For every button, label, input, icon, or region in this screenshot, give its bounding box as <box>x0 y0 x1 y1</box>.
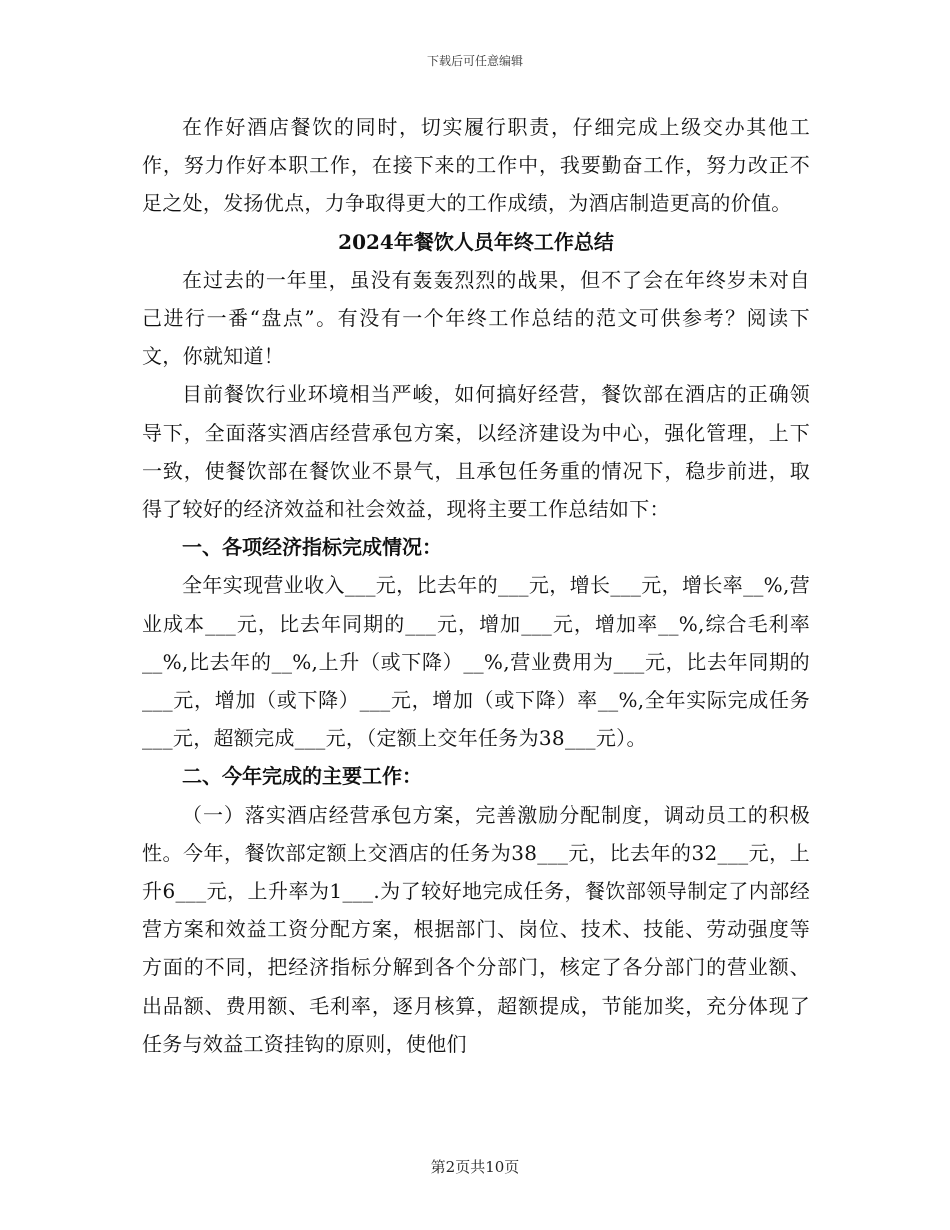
paragraph-closing: 在作好酒店餐饮的同时，切实履行职责，仔细完成上级交办其他工作，努力作好本职工作，在接下来的工作中，我要勤奋工作，努力改正不足之处，发扬优点，力争取得更大的工作成绩，为酒店制造更高的价值。 <box>142 115 810 216</box>
document-title: 2024年餐饮人员年终工作总结 <box>338 229 614 254</box>
paragraph-indicators: 全年实现营业收入___元，比去年的___元，增长___元，增长率__%,营业成本___元，比去年同期的___元，增加___元，增加率__%,综合毛利率__%,比去年的__%,上升（或下降）__%,营业费用为___元，比去年同期的___元，增加（或下降）___元，增加（或下降）率__%,全年实际完成任务___元，超额完成___元，（定额上交年任务为38___元）。 <box>142 573 810 751</box>
page-number: 第2页共10页 <box>430 1158 520 1176</box>
paragraph-main-work: （一）落实酒店经营承包方案，完善激励分配制度，调动员工的积极性。今年，餐饮部定额上交酒店的任务为38___元，比去年的32___元，上升6___元，上升率为1___.为了较好地完成任务，餐饮部领导制定了内部经营方案和效益工资分配方案，根据部门、岗位、技术、技能、劳动强度等方面的不同，把经济指标分解到各个分部门，核定了各分部门的营业额、出品额、费用额、毛利率，逐月核算，超额提成，节能加奖，充分体现了任务与效益工资挂钩的原则，使他们 <box>142 802 810 1056</box>
paragraph-intro: 在过去的一年里，虽没有轰轰烈烈的战果，但不了会在年终岁未对自己进行一番“盘点”。有没有一个年终工作总结的范文可供参考？阅读下文，你就知道！ <box>142 267 810 369</box>
paragraph-overview: 目前餐饮行业环境相当严峻，如何搞好经营，餐饮部在酒店的正确领导下，全面落实酒店经营承包方案，以经济建设为中心，强化管理，上下一致，使餐饮部在餐饮业不景气，且承包任务重的情况下，稳步前进，取得了较好的经济效益和社会效益，现将主要工作总结如下： <box>142 382 810 522</box>
document-body <box>142 108 810 1063</box>
page-header: 下载后可任意编辑 <box>426 54 523 68</box>
section-heading-main-work: 二、今年完成的主要工作： <box>182 764 422 789</box>
section-heading-indicators: 一、各项经济指标完成情况： <box>182 535 442 560</box>
